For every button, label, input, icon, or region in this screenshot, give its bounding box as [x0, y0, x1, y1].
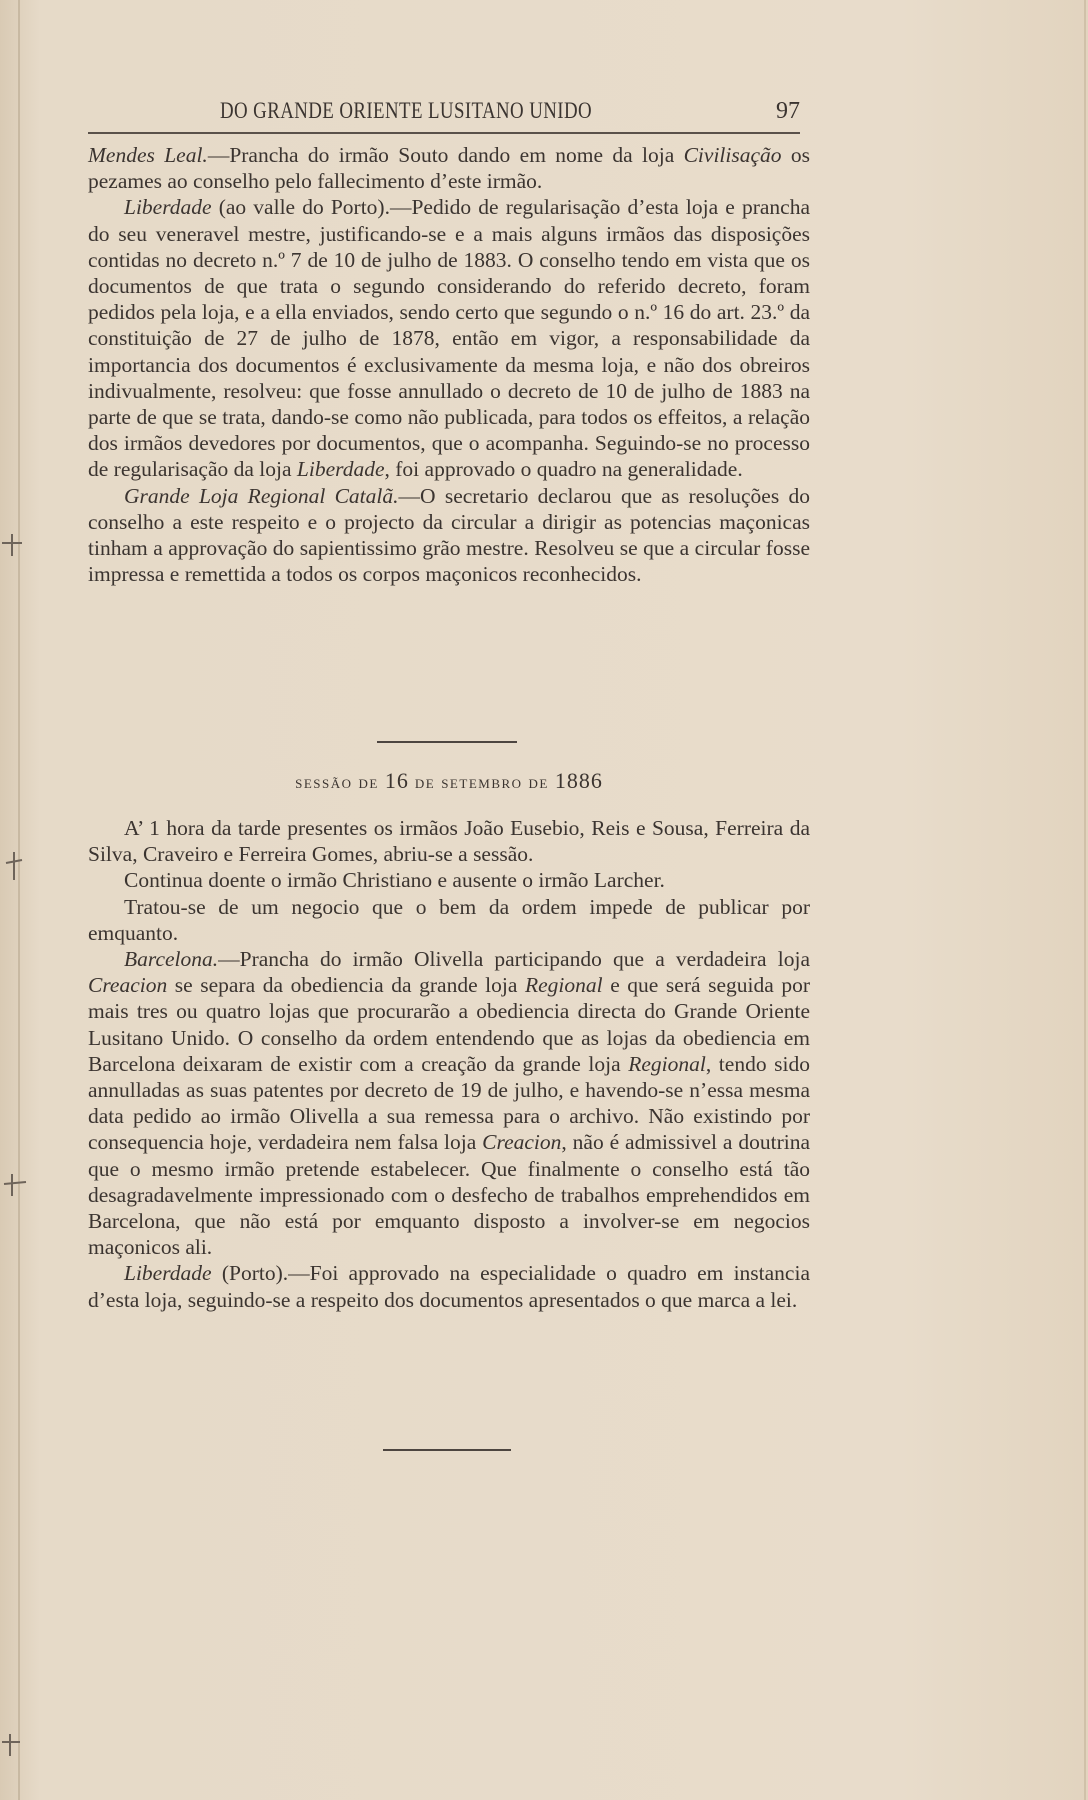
- margin-cross-mark: [6, 852, 22, 880]
- running-title: DO GRANDE ORIENTE LUSITANO UNIDO: [220, 98, 593, 123]
- paragraph-liberdade-porto: Liberdade (Porto).—Foi approvado na especialidade o quadro em instancia d’esta loja, seguindo-se a respeito dos documentos apresentados o que marca a lei.: [88, 1261, 810, 1312]
- paragraph-liberdade: Liberdade (ao valle do Porto).—Pedido de regularisação d’esta loja e prancha do seu veneravel mestre, justificando-se e a mais alguns irmãos das disposições contidas no decreto n.º 7 de 10 de julho de 1883. O conselho tendo em vista que os documentos de que trata o segundo considerando do referido decreto, foram pedidos pela loja, e a ella enviados, sendo certo que segundo o n.º 16 do art. 23.º da constituição de 27 de julho de 1878, então em vigor, a responsabilidade da importancia dos documentos é exclusivamente da mesma loja, e não dos obreiros indivualmente, resolveu: que fosse annullado o decreto de 10 de julho de 1883 na parte de que se trata, dando-se como não publicada, para todos os effeitos, a relação dos irmãos devedores por documentos, que o acompanha. Seguindo-se no processo de regularisação da loja Liberdade, foi approvado o quadro na generalidade.: [88, 195, 810, 482]
- paragraph-barcelona: Barcelona.—Prancha do irmão Olivella participando que a verdadeira loja Creacion se separa da obediencia da grande loja Regional e que será seguida por mais tres ou quatro lojas que procurarão a obediencia directa do Grande Oriente Lusitano Unido. O conselho da ordem entendendo que as lojas da obediencia em Barcelona deixaram de existir com a creação da grande loja Regional, tendo sido annulladas as suas patentes por decreto de 19 de julho, e havendo-se n’essa mesma data pedido ao irmão Olivella a sua remessa para o archivo. Não existindo por consequencia hoje, verdadeira nem falsa loja Creacion, não é admissivel a doutrina que o mesmo irmão pretende estabelecer. Que finalmente o conselho está tão desagradavelmente impressionado com o desfecho de trabalhos emprehendidos em Barcelona, que não está por emquanto disposto a involver-se em negocios maçonicos ali.: [88, 947, 810, 1260]
- margin-cross-mark: [4, 1174, 26, 1196]
- margin-cross-mark: [2, 534, 22, 556]
- binding-tick-marks: [2, 534, 26, 1756]
- paragraph-lead: Grande Loja Regional Catalã.: [124, 483, 399, 508]
- paragraph-lead: Mendes Leal.: [88, 143, 208, 167]
- paragraph-lead: Liberdade: [124, 195, 212, 220]
- paragraph-lead: Barcelona.: [124, 947, 219, 972]
- paragraph-absences: Continua doente o irmão Christiano e ausente o irmão Larcher.: [124, 868, 665, 893]
- paragraph-attendance: A’ 1 hora da tarde presentes os irmãos João Eusebio, Reis e Sousa, Ferreira da Silva, Craveiro e Ferreira Gomes, abriu-se a sessão.: [88, 816, 810, 867]
- session-heading: SESSÃO DE 16 DE SETEMBRO DE 1886: [295, 768, 603, 793]
- paragraph-lead: Liberdade: [124, 1261, 212, 1286]
- paragraph-grande-loja: Grande Loja Regional Catalã.—O secretario declarou que as resoluções do conselho a este respeito e o projecto da circular a dirigir as potencias maçonicas tinham a approvação do sapientissimo grão mestre. Resolveu se que a circular fosse impressa e remettida a todos os corpos maçonicos reconhecidos.: [88, 483, 811, 587]
- page-number: 97: [776, 98, 800, 124]
- margin-cross-mark: [2, 1734, 20, 1756]
- paragraph-negocio: Tratou-se de um negocio que o bem da ordem impede de publicar por emquanto.: [88, 894, 810, 945]
- paragraph-mendes-leal: Mendes Leal.—Prancha do irmão Souto dando em nome da loja Civilisação os pezames ao conselho pelo fallecimento d’este irmão.: [88, 143, 810, 194]
